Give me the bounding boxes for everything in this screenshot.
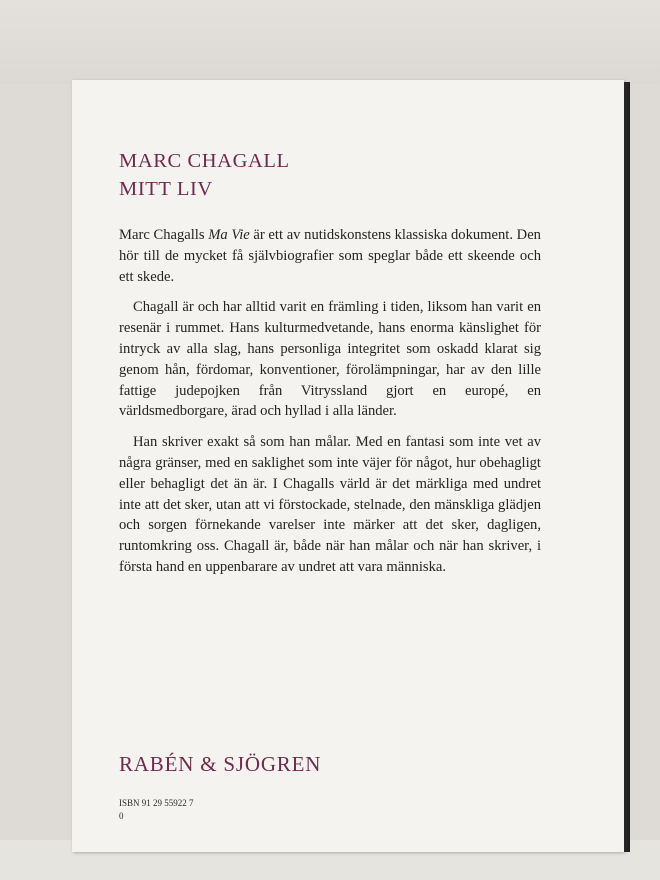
isbn-block (119, 797, 194, 823)
book-back-cover (72, 80, 624, 852)
blurb-paragraph-1-lead: Marc Chagalls (119, 227, 209, 243)
publisher-name: RABÉN & SJÖGREN (119, 752, 322, 776)
blurb-paragraph-3: Han skriver exakt så som han målar. Med en fantasi som inte vet av några gränser, med en saklighet som inte väjer för något, hur obehagligt eller behagligt det än är. I Chagalls värld är det märkliga med undret inte att det sker, utan att vi förstockade, stelnade, den mänskliga glädjen och sorgen förnekande varelser inte märker att det sker, dagligen, runtomkring oss. Chagall är, både när han målar och när han skriver, i första hand en uppenbarare av undret att vara människa. (119, 434, 541, 575)
blurb-paragraph-1 (119, 225, 541, 287)
author-name: MARC CHAGALL (119, 150, 290, 172)
blurb-paragraph-2: Chagall är och har alltid varit en främling i tiden, liksom han varit en resenär i rummet. Hans kulturmedvetande, hans enorma känslighet för intryck av alla slag, hans personliga integritet som oskadd klarat sig genom hån, fördomar, konventioner, förolämpningar, har av den lille fattige judepojken från Vitryssland gjort en europé, en världsmedborgare, ärad och hyllad i alla länder. (119, 299, 541, 420)
blurb-text (119, 225, 541, 588)
book-title (119, 147, 290, 203)
isbn-number: ISBN 91 29 55922 7 (119, 798, 194, 808)
background-wall (0, 0, 660, 84)
book-title-text: MITT LIV (119, 178, 213, 200)
isbn-suffix: 0 (119, 811, 124, 821)
blurb-paragraph-1-italic-title: Ma Vie (208, 227, 250, 243)
blurb-paragraph-1-rest: är ett av nutidskonstens klassiska dokument. Den hör till de mycket få självbiografier som speglar både ett skeende och ett skede. (119, 227, 541, 285)
